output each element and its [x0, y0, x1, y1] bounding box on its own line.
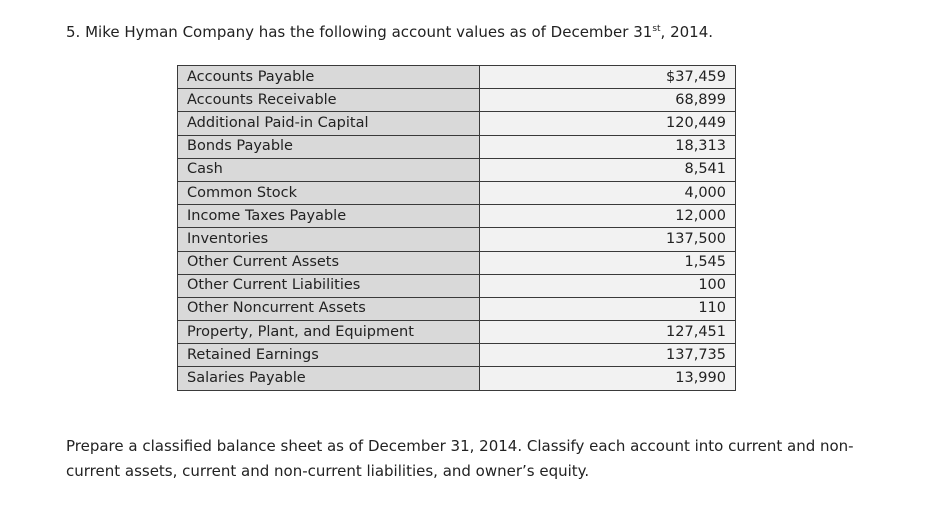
account-name: Other Current Liabilities: [178, 274, 480, 297]
table-row: [178, 228, 736, 251]
table-row: [178, 321, 736, 344]
account-name: Other Current Assets: [178, 251, 480, 274]
account-amount: 12,000: [479, 205, 735, 228]
question-number: 5.: [66, 23, 81, 41]
account-name: Income Taxes Payable: [178, 205, 480, 228]
table-row: [178, 112, 736, 135]
account-name: Retained Earnings: [178, 344, 480, 367]
table-row: [178, 89, 736, 112]
account-amount: 100: [479, 274, 735, 297]
question-text: Mike Hyman Company has the following account values as of December 31: [85, 23, 653, 41]
account-amount: 1,545: [479, 251, 735, 274]
table-row: [178, 158, 736, 181]
account-amount: 127,451: [479, 321, 735, 344]
account-name: Property, Plant, and Equipment: [178, 321, 480, 344]
account-name: Cash: [178, 158, 480, 181]
account-name: Accounts Receivable: [178, 89, 480, 112]
account-name: Bonds Payable: [178, 135, 480, 158]
account-values-table: [177, 65, 736, 391]
table-row: [178, 251, 736, 274]
question-superscript: st: [652, 24, 661, 34]
table-row: [178, 297, 736, 320]
account-amount: 137,500: [479, 228, 735, 251]
account-amount: 120,449: [479, 112, 735, 135]
instructions-paragraph: [66, 434, 866, 484]
account-amount: 137,735: [479, 344, 735, 367]
account-name: Inventories: [178, 228, 480, 251]
account-amount: 8,541: [479, 158, 735, 181]
account-name: Additional Paid-in Capital: [178, 112, 480, 135]
account-amount: 68,899: [479, 89, 735, 112]
account-rows: [178, 66, 736, 391]
instructions-line-1: Prepare a classified balance sheet as of December 31, 2014. Classify each account into current and non-: [66, 437, 854, 455]
account-amount: 4,000: [479, 181, 735, 204]
account-amount: 110: [479, 297, 735, 320]
account-name: Accounts Payable: [178, 66, 480, 89]
account-amount: 18,313: [479, 135, 735, 158]
table-row: [178, 135, 736, 158]
table-row: [178, 367, 736, 390]
account-amount: 13,990: [479, 367, 735, 390]
table-row: [178, 205, 736, 228]
account-amount: $37,459: [479, 66, 735, 89]
account-name: Common Stock: [178, 181, 480, 204]
table-row: [178, 181, 736, 204]
instructions-line-2: current assets, current and non-current liabilities, and owner’s equity.: [66, 462, 590, 480]
account-name: Other Noncurrent Assets: [178, 297, 480, 320]
table-row: [178, 274, 736, 297]
question-text-end: , 2014.: [660, 23, 714, 41]
question-heading: [66, 22, 713, 42]
account-name: Salaries Payable: [178, 367, 480, 390]
table-row: [178, 344, 736, 367]
table-row: [178, 66, 736, 89]
